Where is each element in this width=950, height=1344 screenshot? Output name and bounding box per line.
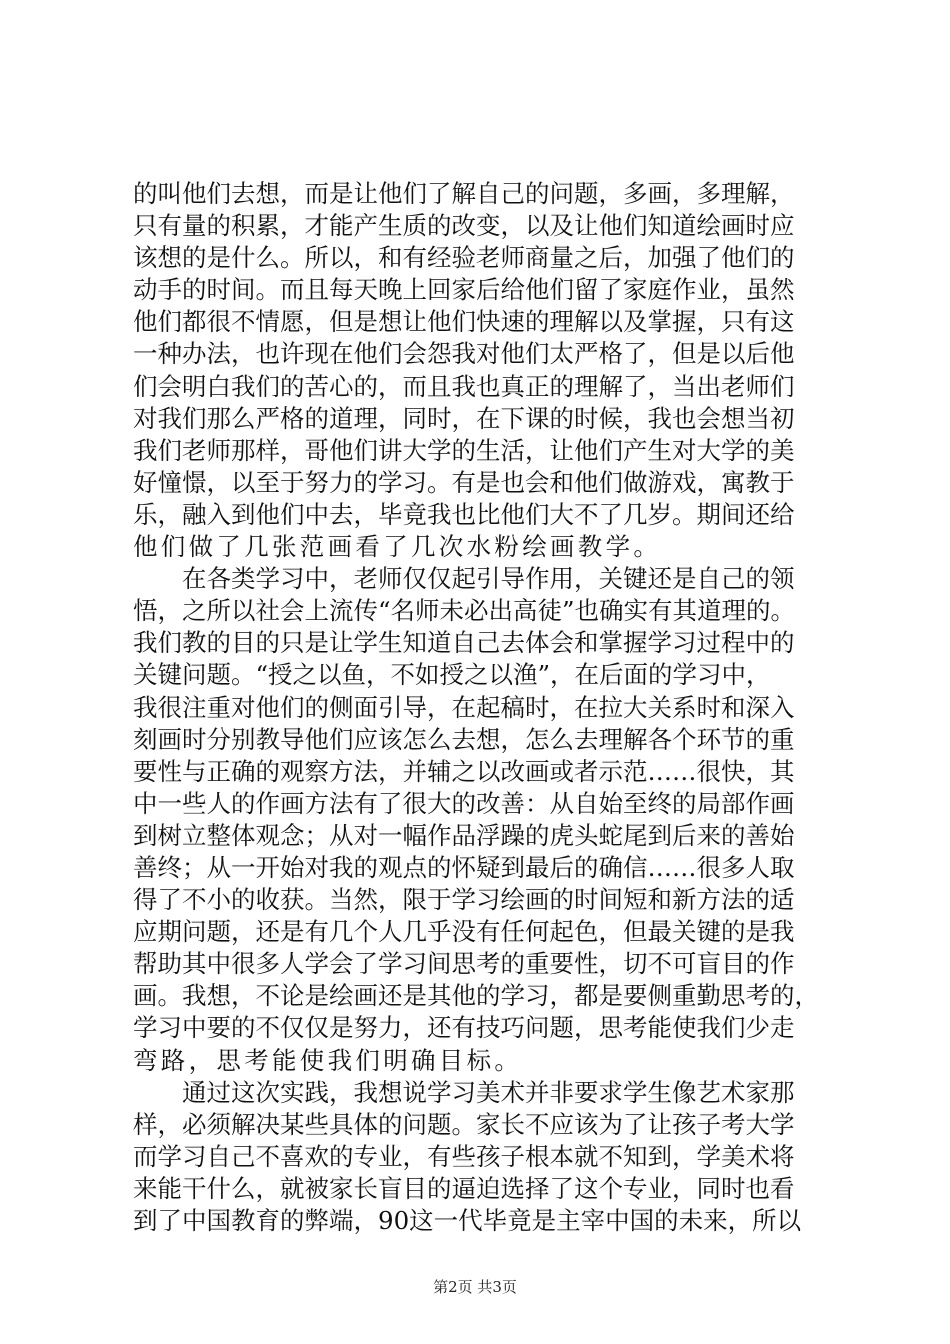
text-line: 该想的是什么。所以，和有经验老师商量之后，加强了他们的 [133, 243, 795, 273]
text-line: 们会明白我们的苦心的，而且我也真正的理解了，当出老师们 [133, 371, 795, 401]
text-line: 得了不小的收获。当然，限于学习绘画的时间短和新方法的适 [133, 885, 795, 915]
text-line: 在各类学习中，老师仅仅起引导作用，关键还是自己的领 [133, 564, 795, 594]
text-line: 善终；从一开始对我的观点的怀疑到最后的确信……很多人取 [133, 852, 795, 882]
text-line: 学习中要的不仅仅是努力，还有技巧问题，思考能使我们少走 [133, 1013, 795, 1043]
text-line: 我很注重对他们的侧面引导，在起稿时，在拉大关系时和深入 [133, 692, 795, 722]
text-line: 要性与正确的观察方法，并辅之以改画或者示范……很快，其 [133, 756, 795, 786]
text-line: 他们都很不情愿，但是想让他们快速的理解以及掌握，只有这 [133, 307, 795, 337]
text-line: 中一些人的作画方法有了很大的改善：从自始至终的局部作画 [133, 788, 795, 818]
text-line: 悟，之所以社会上流传“名师未必出高徒”也确实有其道理的。 [133, 596, 796, 626]
page-footer: 第2页 共3页 [433, 1278, 517, 1296]
text-line: 动手的时间。而且每天晚上回家后给他们留了家庭作业，虽然 [133, 275, 795, 305]
text-line: 弯路，思考能使我们明确目标。 [133, 1045, 523, 1075]
text-line: 刻画时分别教导他们应该怎么去想，怎么去理解各个环节的重 [133, 724, 795, 754]
text-line: 我们教的目的只是让学生知道自己去体会和掌握学习过程中的 [133, 628, 795, 658]
text-line: 关键问题。“授之以鱼，不如授之以渔”，在后面的学习中， [133, 660, 771, 690]
text-line: 通过这次实践，我想说学习美术并非要求学生像艺术家那 [133, 1077, 795, 1107]
text-line: 画。我想，不论是绘画还是其他的学习，都是要侧重勤思考的， [133, 981, 819, 1011]
text-line: 我们老师那样，哥他们讲大学的生活，让他们产生对大学的美 [133, 435, 795, 465]
text-line: 的叫他们去想，而是让他们了解自己的问题，多画，多理解， [133, 179, 795, 208]
text-line: 一种办法，也许现在他们会怨我对他们太严格了，但是以后他 [133, 339, 795, 369]
text-line: 应期问题，还是有几个人几乎没有任何起色，但最关键的是我 [133, 917, 795, 947]
text-line: 只有量的积累，才能产生质的改变，以及让他们知道绘画时应 [133, 211, 795, 241]
text-line: 来能干什么，就被家长盲目的逼迫选择了这个专业，同时也看 [133, 1173, 795, 1203]
text-line: 样，必须解决某些具体的问题。家长不应该为了让孩子考大学 [133, 1109, 795, 1139]
text-line: 到树立整体观念；从对一幅作品浮躁的虎头蛇尾到后来的善始 [133, 820, 795, 850]
text-line: 乐，融入到他们中去，毕竟我也比他们大不了几岁。期间还给 [133, 499, 795, 529]
text-line: 好憧憬，以至于努力的学习。有是也会和他们做游戏，寓教于 [133, 467, 795, 497]
text-line: 对我们那么严格的道理，同时，在下课的时候，我也会想当初 [133, 403, 795, 433]
text-line: 到了中国教育的弊端，90这一代毕竟是主宰中国的未来，所以 [133, 1206, 802, 1235]
body-text [133, 178, 833, 1237]
text-line: 而学习自己不喜欢的专业，有些孩子根本就不知到，学美术将 [133, 1141, 795, 1171]
text-line: 帮助其中很多人学会了学习间思考的重要性，切不可盲目的作 [133, 949, 795, 979]
text-line: 他们做了几张范画看了几次水粉绘画教学。 [133, 532, 662, 562]
